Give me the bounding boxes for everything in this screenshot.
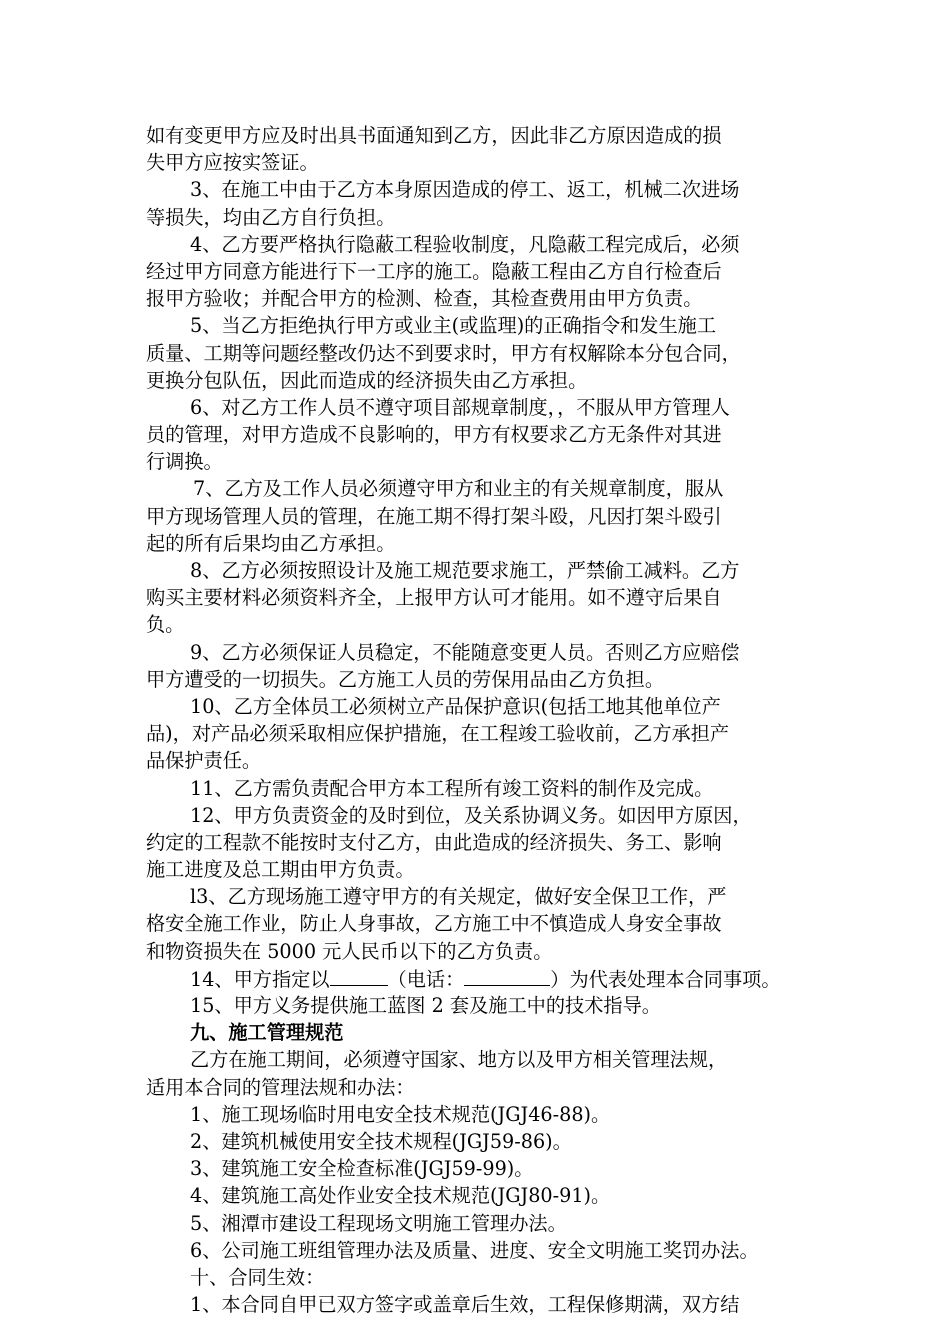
clause-8: 8、乙方必须按照设计及施工规范要求施工，严禁偷工减料。乙方 bbox=[190, 559, 740, 582]
clause-12: 12、甲方负责资金的及时到位，及关系协调义务。如因甲方原因， bbox=[190, 803, 752, 827]
regulation-2: 2、建筑机械使用安全技术规程(JGJ59-86)。 bbox=[190, 1129, 572, 1153]
clause-11: 11、乙方需负责配合甲方本工程所有竣工资料的制作及完成。 bbox=[190, 776, 714, 800]
clause-3: 3、在施工中由于乙方本身原因造成的停工、返工，机械二次进场 bbox=[190, 178, 740, 202]
document-page bbox=[146, 122, 814, 1318]
text-line: 甲方遭受的一切损失。乙方施工人员的劳保用品由乙方负担。 bbox=[146, 667, 665, 691]
text-line: 和物资损失在 5000 元人民币以下的乙方负责。 bbox=[146, 939, 553, 963]
effect-clause-1: 1、本合同自甲已双方签字或盖章后生效，工程保修期满，双方结 bbox=[190, 1293, 740, 1317]
phone-blank bbox=[464, 965, 550, 986]
regulation-6: 6、公司施工班组管理办法及质量、进度、安全文明施工奖罚办法。 bbox=[190, 1238, 759, 1262]
text-line: 购买主要材料必须资料齐全，上报甲方认可才能用。如不遵守后果自 bbox=[146, 586, 722, 610]
text-line: 格安全施工作业，防止人身事故，乙方施工中不慎造成人身安全事故 bbox=[146, 912, 722, 936]
regulation-1: 1、施工现场临时用电安全技术规范(JGJ46-88)。 bbox=[190, 1102, 611, 1126]
text-line: 负。 bbox=[146, 613, 185, 637]
text-line: 报甲方验收；并配合甲方的检测、检查，其检查费用由甲方负责。 bbox=[146, 287, 703, 311]
section-heading-10: 十、合同生效： bbox=[190, 1265, 325, 1289]
text-line: 质量、工期等问题经整改仍达不到要求时，甲方有权解除本分包合同， bbox=[146, 341, 741, 365]
regulation-3: 3、建筑施工安全检查标准(JGJ59-99)。 bbox=[190, 1157, 534, 1181]
text-line: 适用本合同的管理法规和办法： bbox=[146, 1075, 415, 1099]
text-line: 如有变更甲方应及时出具书面通知到乙方，因此非乙方原因造成的损 bbox=[146, 124, 722, 147]
text-line: 失甲方应按实签证。 bbox=[146, 151, 319, 175]
clause-14 bbox=[146, 965, 814, 992]
text-line: 约定的工程款不能按时支付乙方，由此造成的经济损失、务工、影响 bbox=[146, 830, 722, 854]
text-line: 经过甲方同意方能进行下一工序的施工。隐蔽工程由乙方自行检查后 bbox=[146, 259, 722, 283]
clause-7: 7、乙方及工作人员必须遵守甲方和业主的有关规章制度，服从 bbox=[193, 477, 724, 501]
section-9-intro: 乙方在施工期间，必须遵守国家、地方以及甲方相关管理法规， bbox=[190, 1048, 728, 1072]
text-line: 起的所有后果均由乙方承担。 bbox=[146, 531, 396, 555]
clause-6: 6、对乙方工作人员不遵守项目部规章制度，，不服从甲方管理人 bbox=[190, 395, 730, 419]
regulation-4: 4、建筑施工高处作业安全技术规范(JGJ80-91)。 bbox=[190, 1184, 611, 1208]
clause-5: 5、当乙方拒绝执行甲方或业主(或监理)的正确指令和发生施工 bbox=[190, 314, 717, 338]
clause-14-prefix: 14、甲方指定以 bbox=[190, 967, 330, 991]
text-line: 员的管理，对甲方造成不良影响的，甲方有权要求乙方无条件对其进 bbox=[146, 423, 722, 447]
text-line: 等损失，均由乙方自行负担。 bbox=[146, 205, 396, 229]
clause-4: 4、乙方要严格执行隐蔽工程验收制度，凡隐蔽工程完成后，必须 bbox=[190, 232, 740, 256]
clause-15: 15、甲方义务提供施工蓝图 2 套及施工中的技术指导。 bbox=[190, 994, 661, 1017]
regulation-5: 5、湘潭市建设工程现场文明施工管理办法。 bbox=[190, 1211, 567, 1235]
clause-9: 9、乙方必须保证人员稳定，不能随意变更人员。否则乙方应赔偿 bbox=[190, 640, 740, 664]
text-line: 行调换。 bbox=[146, 450, 223, 474]
text-line: 品保护责任。 bbox=[146, 749, 262, 773]
text-line: 品)，对产品必须采取相应保护措施，在工程竣工验收前，乙方承担产 bbox=[146, 722, 730, 746]
text-line: 更换分包队伍，因此而造成的经济损失由乙方承担。 bbox=[146, 368, 588, 392]
clause-10: 10、乙方全体员工必须树立产品保护意识(包括工地其他单位产 bbox=[190, 694, 721, 718]
section-heading-9: 九、施工管理规范 bbox=[190, 1021, 344, 1045]
text-line: 甲方现场管理人员的管理，在施工期不得打架斗殴，凡因打架斗殴引 bbox=[146, 504, 722, 528]
text-line: 施工进度及总工期由甲方负责。 bbox=[146, 858, 415, 882]
clause-14-suffix: ）为代表处理本合同事项。 bbox=[550, 967, 781, 991]
representative-blank bbox=[330, 965, 388, 986]
clause-13: l3、乙方现场施工遵守甲方的有关规定，做好安全保卫工作，严 bbox=[190, 885, 727, 909]
clause-14-phone-label: （电话： bbox=[387, 967, 465, 991]
